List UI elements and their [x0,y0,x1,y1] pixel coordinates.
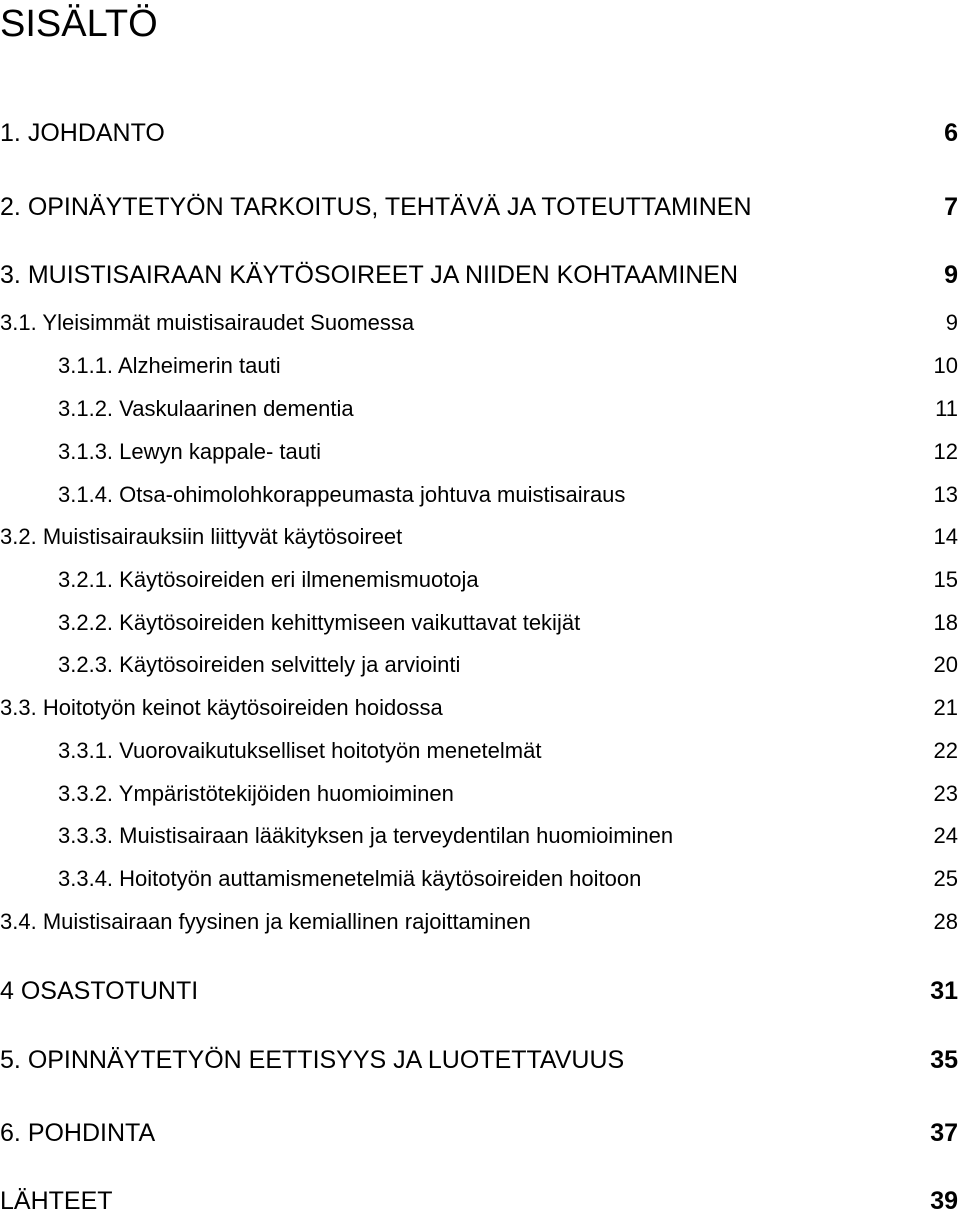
toc-entry-text: 3.3.4. Hoitotyön auttamismenetelmiä käytösoireiden hoitoon [58,866,642,891]
toc-entry[interactable] [0,737,958,765]
toc-entry-text: 3.1.4. Otsa-ohimolohkorappeumasta johtuva muistisairaus [58,482,626,507]
toc-entry[interactable] [0,481,958,509]
toc-entry-text: 3.2.2. Käytösoireiden kehittymiseen vaikuttavat tekijät [58,610,581,635]
toc-page-number: 35 [930,1046,958,1074]
toc-page-number: 13 [933,482,958,507]
toc-entry[interactable] [0,309,958,337]
toc-entry[interactable] [0,395,958,423]
toc-entry-text: 3.1.2. Vaskulaarinen dementia [58,396,354,421]
toc-page-number: 7 [944,193,958,221]
toc-entry-text: 3.2.3. Käytösoireiden selvittely ja arviointi [58,652,461,677]
toc-page-number: 10 [933,353,958,378]
toc-entry[interactable] [0,523,958,551]
toc-entry[interactable] [0,609,958,637]
toc-page-number: 9 [945,310,958,335]
toc-entry[interactable] [0,908,958,936]
toc-entry-text: 5. OPINNÄYTETYÖN EETTISYYS JA LUOTETTAVUUS [0,1046,625,1074]
toc-page-number: 9 [944,261,958,289]
toc-page-number: 14 [933,524,958,549]
toc-entry-text: 3.3.3. Muistisairaan lääkityksen ja terveydentilan huomioiminen [58,823,674,848]
toc-entry[interactable] [0,118,958,148]
toc-entry[interactable] [0,651,958,679]
toc-entry-text: 3.1.3. Lewyn kappale- tauti [58,439,321,464]
page-title: SISÄLTÖ [0,3,158,45]
toc-entry[interactable] [0,566,958,594]
toc-page-number: 12 [933,439,958,464]
toc-entry-text: 3.3.2. Ympäristötekijöiden huomioiminen [58,781,454,806]
toc-entry-text: 6. POHDINTA [0,1119,156,1147]
toc-page-number: 15 [933,567,958,592]
toc-page-number: 22 [933,738,958,763]
toc-page-number: 11 [935,396,958,421]
toc-entry-text: 3.4. Muistisairaan fyysinen ja kemiallinen rajoittaminen [0,909,531,934]
toc-page-number: 37 [930,1119,958,1147]
toc-entry[interactable] [0,192,958,222]
toc-page-number: 28 [933,909,958,934]
toc-page-number: 21 [933,695,958,720]
toc-entry[interactable] [0,822,958,850]
toc-entry[interactable] [0,438,958,466]
toc-entry-text: 2. OPINÄYTETYÖN TARKOITUS, TEHTÄVÄ JA TOTEUTTAMINEN [0,193,752,221]
toc-entry-text: 3. MUISTISAIRAAN KÄYTÖSOIREET JA NIIDEN KOHTAAMINEN [0,261,739,289]
toc-entry[interactable] [0,260,958,290]
toc-entry[interactable] [0,352,958,380]
toc-page-number: 18 [933,610,958,635]
toc-entry-text: 1. JOHDANTO [0,119,165,147]
toc-entry-text: LÄHTEET [0,1187,113,1215]
toc-entry-text: 3.1.1. Alzheimerin tauti [58,353,281,378]
toc-page-number: 31 [930,977,958,1005]
toc-entry-text: 3.1. Yleisimmät muistisairaudet Suomessa [0,310,415,335]
toc-entry[interactable] [0,1186,958,1216]
toc-page-number: 24 [933,823,958,848]
toc-entry-text: 3.2.1. Käytösoireiden eri ilmenemismuotoja [58,567,479,592]
toc-page-number: 25 [933,866,958,891]
toc-entry[interactable] [0,1118,958,1148]
toc-page-number: 23 [933,781,958,806]
toc-entry-text: 3.2. Muistisairauksiin liittyvät käytösoireet [0,524,403,549]
toc-entry-text: 3.3. Hoitotyön keinot käytösoireiden hoidossa [0,695,443,720]
toc-page-number: 20 [933,652,958,677]
toc-entry[interactable] [0,976,958,1006]
toc-entry[interactable] [0,694,958,722]
toc-page-number: 6 [944,119,958,147]
toc-page-number: 39 [930,1187,958,1215]
toc-entry[interactable] [0,865,958,893]
toc-entry-text: 4 OSASTOTUNTI [0,977,199,1005]
toc-entry[interactable] [0,780,958,808]
toc-entry[interactable] [0,1045,958,1075]
toc-entry-text: 3.3.1. Vuorovaikutukselliset hoitotyön menetelmät [58,738,542,763]
